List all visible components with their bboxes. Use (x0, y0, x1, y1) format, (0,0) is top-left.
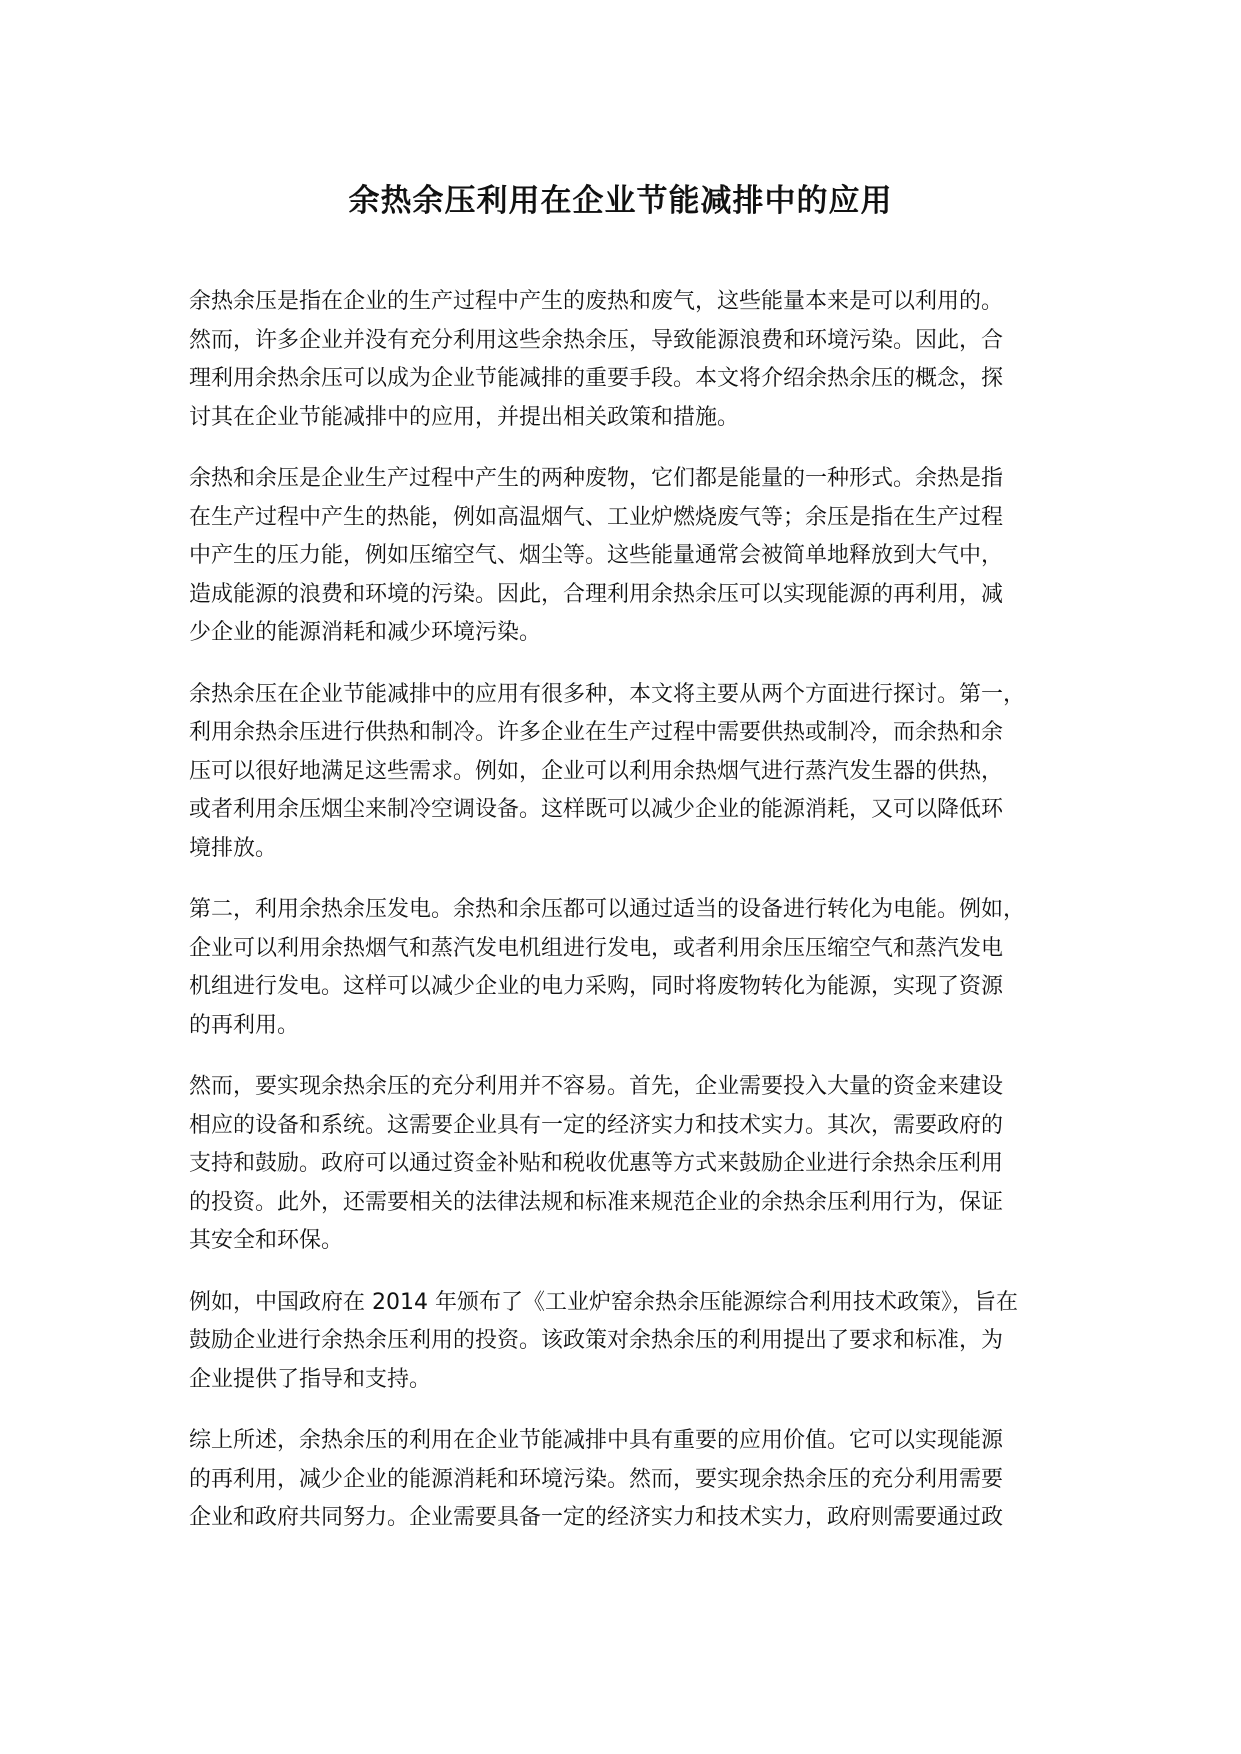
paragraph-line: 第二，利用余热余压发电。余热和余压都可以通过适当的设备进行转化为电能。例如， (189, 897, 1026, 922)
paragraph-line: 企业提供了指导和支持。 (189, 1366, 432, 1392)
paragraph-line: 中产生的压力能，例如压缩空气、烟尘等。这些能量通常会被简单地释放到大气中， (189, 543, 1004, 568)
body-paragraph (189, 1284, 1069, 1400)
paragraph-line: 境排放。 (189, 835, 278, 861)
paragraph-line: 造成能源的浪费和环境的污染。因此，合理利用余热余压可以实现能源的再利用，减 (189, 581, 1004, 607)
body-paragraph (189, 460, 1069, 653)
paragraph-line: 机组进行发电。这样可以减少企业的电力采购，同时将废物转化为能源，实现了资源 (189, 974, 1004, 999)
paragraph-line: 或者利用余压烟尘来制冷空调设备。这样既可以减少企业的能源消耗，又可以降低环 (189, 797, 1004, 822)
paragraph-line: 然而，许多企业并没有充分利用这些余热余压，导致能源浪费和环境污染。因此，合 (189, 327, 1004, 353)
paragraph-line: 企业和政府共同努力。企业需要具备一定的经济实力和技术实力，政府则需要通过政 (189, 1505, 1004, 1530)
paragraph-line: 的再利用，减少企业的能源消耗和环境污染。然而，要实现余热余压的充分利用需要 (189, 1466, 1004, 1492)
paragraph-line: 余热余压是指在企业的生产过程中产生的废热和废气，这些能量本来是可以利用的。 (189, 289, 1004, 314)
paragraph-line: 在生产过程中产生的热能，例如高温烟气、工业炉燃烧废气等；余压是指在生产过程 (189, 504, 1004, 530)
paragraph-line: 压可以很好地满足这些需求。例如，企业可以利用余热烟气进行蒸汽发生器的供热， (189, 758, 1004, 784)
paragraph-line: 支持和鼓励。政府可以通过资金补贴和税收优惠等方式来鼓励企业进行余热余压利用 (189, 1151, 1004, 1176)
document-body (189, 283, 1069, 1561)
paragraph-line: 余热余压在企业节能减排中的应用有很多种，本文将主要从两个方面进行探讨。第一， (189, 681, 1026, 707)
paragraph-line: 例如，中国政府在 2014 年颁布了《工业炉窑余热余压能源综合利用技术政策》，旨在 (189, 1289, 1018, 1315)
body-paragraph (189, 1422, 1069, 1538)
paragraph-line: 企业可以利用余热烟气和蒸汽发电机组进行发电，或者利用余压压缩空气和蒸汽发电 (189, 935, 1004, 961)
paragraph-line: 理利用余热余压可以成为企业节能减排的重要手段。本文将介绍余热余压的概念，探 (189, 366, 1004, 391)
paragraph-line: 的投资。此外，还需要相关的法律法规和标准来规范企业的余热余压利用行为，保证 (189, 1189, 1004, 1215)
body-paragraph (189, 283, 1069, 437)
paragraph-line: 然而，要实现余热余压的充分利用并不容易。首先，企业需要投入大量的资金来建设 (189, 1074, 1004, 1099)
document-title: 余热余压利用在企业节能减排中的应用 (348, 183, 893, 219)
paragraph-line: 少企业的能源消耗和减少环境污染。 (189, 620, 542, 645)
paragraph-line: 综上所述，余热余压的利用在企业节能减排中具有重要的应用价值。它可以实现能源 (189, 1428, 1004, 1453)
paragraph-line: 余热和余压是企业生产过程中产生的两种废物，它们都是能量的一种形式。余热是指 (189, 466, 1004, 491)
paragraph-line: 鼓励企业进行余热余压利用的投资。该政策对余热余压的利用提出了要求和标准，为 (189, 1328, 1004, 1353)
paragraph-line: 的再利用。 (189, 1012, 300, 1038)
paragraph-line: 讨其在企业节能减排中的应用，并提出相关政策和措施。 (189, 404, 740, 430)
paragraph-line: 利用余热余压进行供热和制冷。许多企业在生产过程中需要供热或制冷，而余热和余 (189, 720, 1004, 745)
body-paragraph (189, 1068, 1069, 1261)
paragraph-line: 相应的设备和系统。这需要企业具有一定的经济实力和技术实力。其次，需要政府的 (189, 1112, 1004, 1138)
body-paragraph (189, 891, 1069, 1045)
paragraph-line: 其安全和环保。 (189, 1228, 344, 1253)
body-paragraph (189, 676, 1069, 869)
